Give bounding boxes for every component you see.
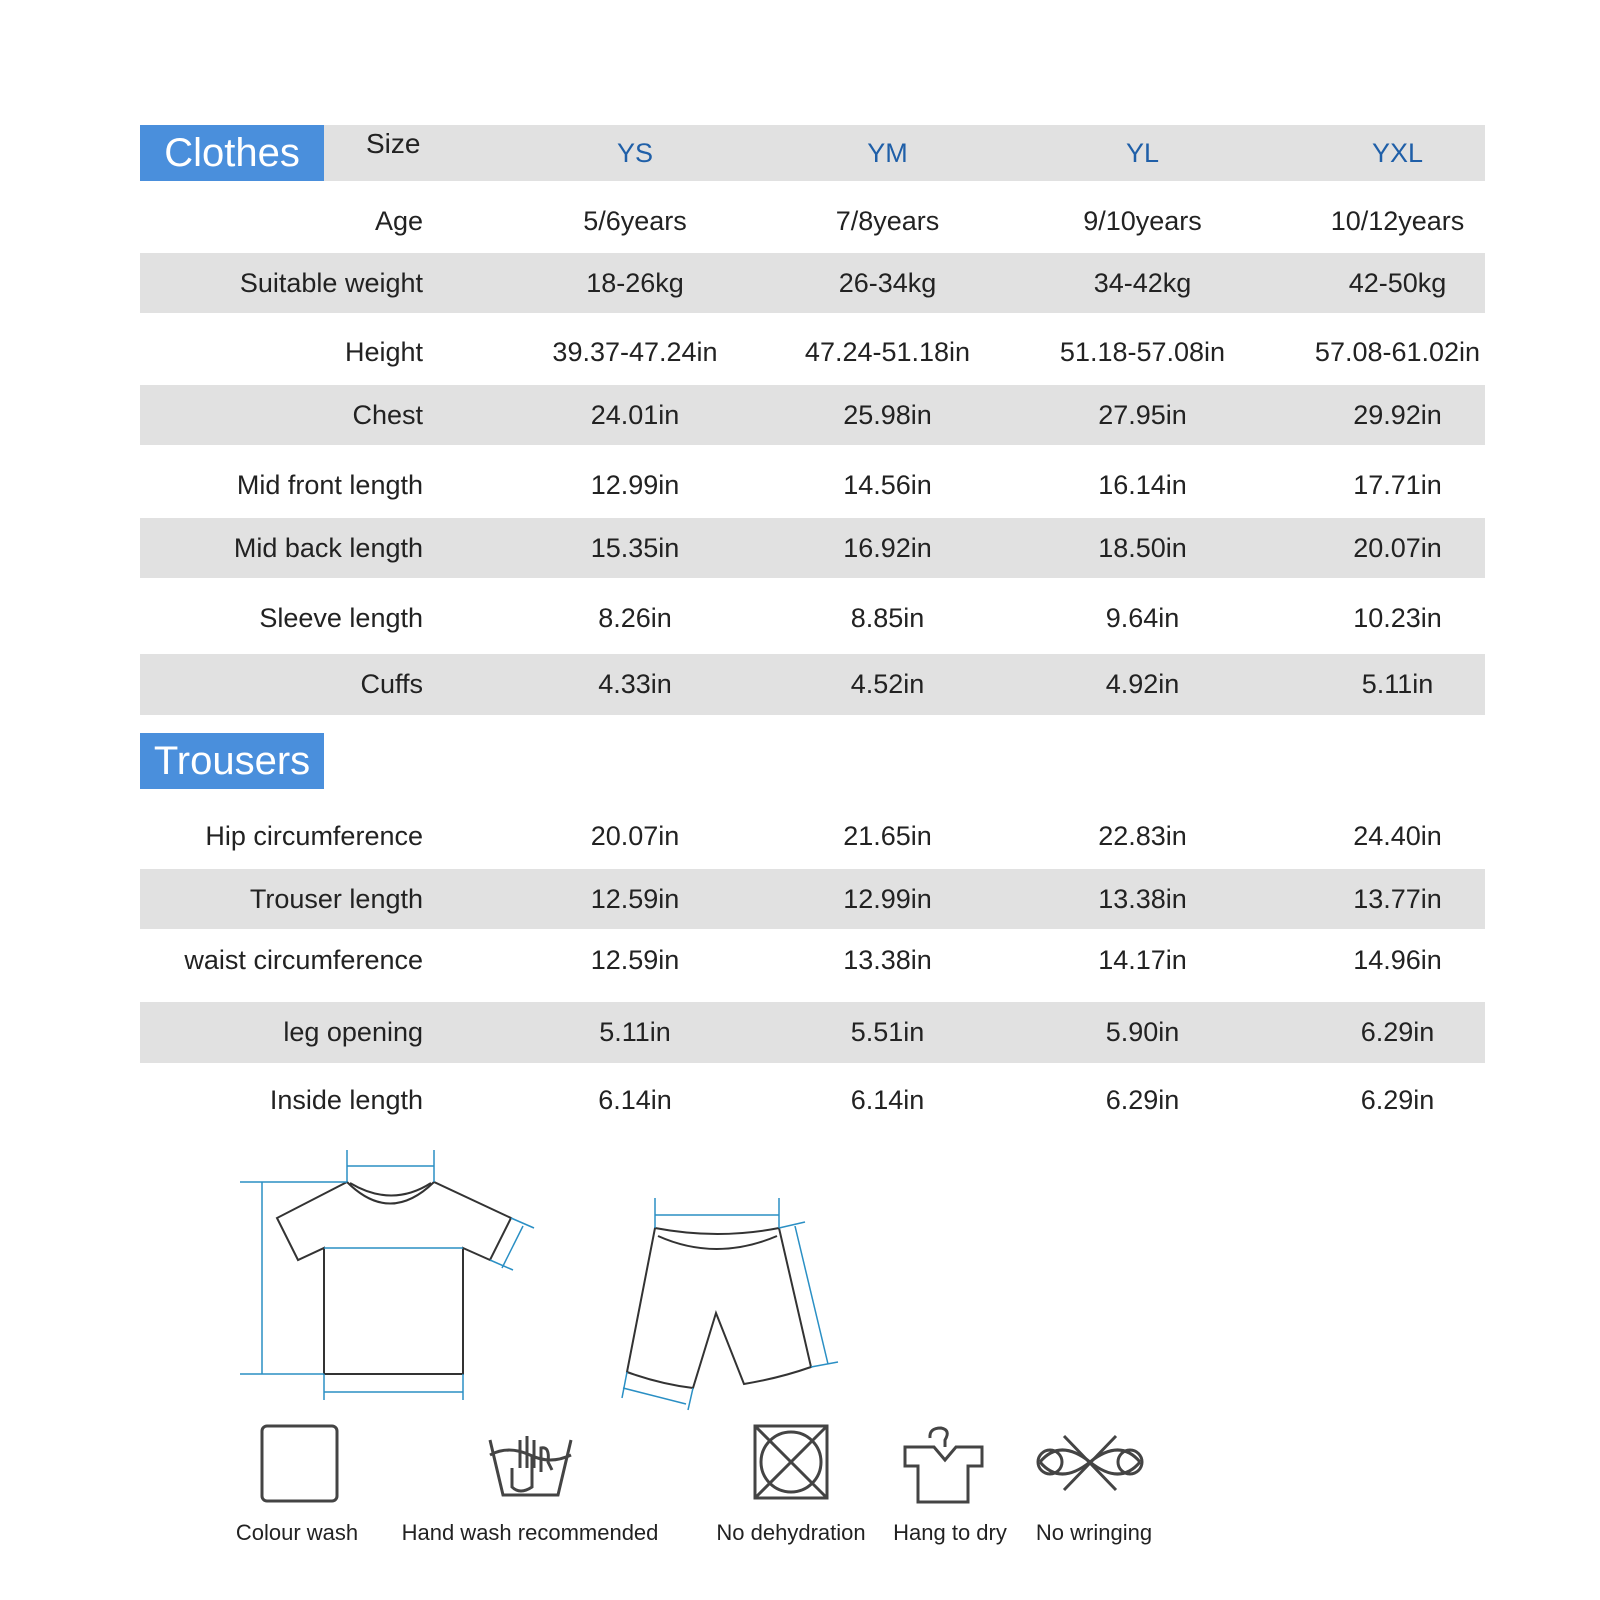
cell-yxl: 57.08-61.02in xyxy=(1314,336,1481,367)
clothes-section-tag: Clothes xyxy=(140,125,324,181)
cell-yl: 34-42kg xyxy=(1093,267,1192,298)
care-label-hang-to-dry: Hang to dry xyxy=(893,1520,1007,1545)
cell-yl: 16.14in xyxy=(1098,469,1187,500)
cell-yxl: 10/12years xyxy=(1330,205,1465,236)
cell-ys: 5/6years xyxy=(583,205,687,236)
cell-yxl: 6.29in xyxy=(1360,1084,1435,1115)
cell-ys: 39.37-47.24in xyxy=(552,336,718,367)
cell-ym: 25.98in xyxy=(843,399,932,430)
cell-ys: 12.59in xyxy=(590,944,680,975)
cell-yxl: 10.23in xyxy=(1353,602,1442,633)
cell-ys: 12.99in xyxy=(590,469,680,500)
row-label: Sleeve length xyxy=(259,602,423,633)
cell-ym: 16.92in xyxy=(843,532,932,563)
size-yl: YL xyxy=(1125,137,1160,168)
cell-ym: 4.52in xyxy=(850,669,925,699)
cell-ym: 26-34kg xyxy=(838,267,937,298)
cell-yl: 13.38in xyxy=(1098,883,1187,914)
cell-yxl: 13.77in xyxy=(1353,883,1442,914)
cell-yl: 14.17in xyxy=(1098,944,1187,975)
row-label: Inside length xyxy=(269,1084,423,1115)
size-ym: YM xyxy=(867,137,908,168)
cell-ys: 12.59in xyxy=(590,883,680,914)
care-label-no-dehydration: No dehydration xyxy=(716,1520,866,1545)
cell-ym: 21.65in xyxy=(843,820,932,851)
cell-ym: 47.24-51.18in xyxy=(804,336,971,367)
cell-yxl: 14.96in xyxy=(1353,944,1442,975)
row-label: Cuffs xyxy=(360,669,423,699)
cell-yxl: 17.71in xyxy=(1353,469,1442,500)
cell-yxl: 20.07in xyxy=(1353,532,1442,563)
care-label-no-wringing: No wringing xyxy=(1035,1520,1153,1545)
size-label: Size xyxy=(366,128,421,159)
cell-yl: 18.50in xyxy=(1098,532,1187,563)
row-label: Age xyxy=(374,205,423,236)
row-label: Height xyxy=(344,336,423,367)
cell-ys: 20.07in xyxy=(590,820,680,851)
cell-yxl: 6.29in xyxy=(1360,1017,1435,1047)
cell-yxl: 29.92in xyxy=(1353,399,1442,430)
cell-yl: 9.64in xyxy=(1105,602,1180,633)
cell-yxl: 5.11in xyxy=(1361,669,1434,699)
hang-to-dry-icon xyxy=(905,1428,982,1502)
cell-yl: 22.83in xyxy=(1098,820,1187,851)
colour-wash-icon xyxy=(262,1426,337,1501)
cell-ym: 8.85in xyxy=(850,602,925,633)
no-dehydration-icon xyxy=(755,1426,827,1498)
cell-yl: 6.29in xyxy=(1105,1084,1180,1115)
cell-yxl: 24.40in xyxy=(1353,820,1442,851)
tshirt-measure-lines xyxy=(240,1150,534,1400)
row-label: Hip circumference xyxy=(205,820,423,851)
cell-yl: 5.90in xyxy=(1105,1017,1180,1047)
cell-ym: 5.51in xyxy=(850,1017,925,1047)
cell-ym: 12.99in xyxy=(843,883,932,914)
cell-ys: 8.26in xyxy=(598,602,672,633)
tshirt-drawing xyxy=(277,1182,511,1374)
row-label: Mid back length xyxy=(233,532,423,563)
care-label-hand-wash: Hand wash recommended xyxy=(401,1520,659,1545)
cell-yl: 4.92in xyxy=(1105,669,1180,699)
hand-wash-icon xyxy=(490,1436,571,1495)
row-label: Trouser length xyxy=(249,883,423,914)
row-label: leg opening xyxy=(283,1017,423,1047)
cell-yxl: 42-50kg xyxy=(1348,267,1447,298)
size-ys: YS xyxy=(616,137,654,168)
shorts-drawing xyxy=(627,1228,811,1388)
cell-yl: 9/10years xyxy=(1083,205,1202,236)
cell-ys: 18-26kg xyxy=(586,267,684,298)
trousers-section-tag: Trousers xyxy=(140,733,324,789)
size-yxl: YXL xyxy=(1371,137,1424,168)
row-label: Mid front length xyxy=(236,469,423,500)
cell-yl: 27.95in xyxy=(1098,399,1187,430)
cell-ym: 7/8years xyxy=(835,205,940,236)
cell-ys: 5.11in xyxy=(599,1017,671,1047)
cell-ys: 6.14in xyxy=(598,1084,672,1115)
cell-ym: 13.38in xyxy=(843,944,932,975)
row-label: waist circumference xyxy=(184,944,423,975)
cell-yl: 51.18-57.08in xyxy=(1059,336,1226,367)
no-wringing-icon xyxy=(1038,1436,1142,1490)
row-label: Suitable weight xyxy=(239,267,423,298)
cell-ym: 6.14in xyxy=(850,1084,925,1115)
cell-ym: 14.56in xyxy=(843,469,932,500)
cell-ys: 15.35in xyxy=(590,532,680,563)
cell-ys: 24.01in xyxy=(590,399,680,430)
cell-ys: 4.33in xyxy=(598,669,672,699)
row-label: Chest xyxy=(352,399,423,430)
care-label-colour-wash: Colour wash xyxy=(235,1520,359,1545)
